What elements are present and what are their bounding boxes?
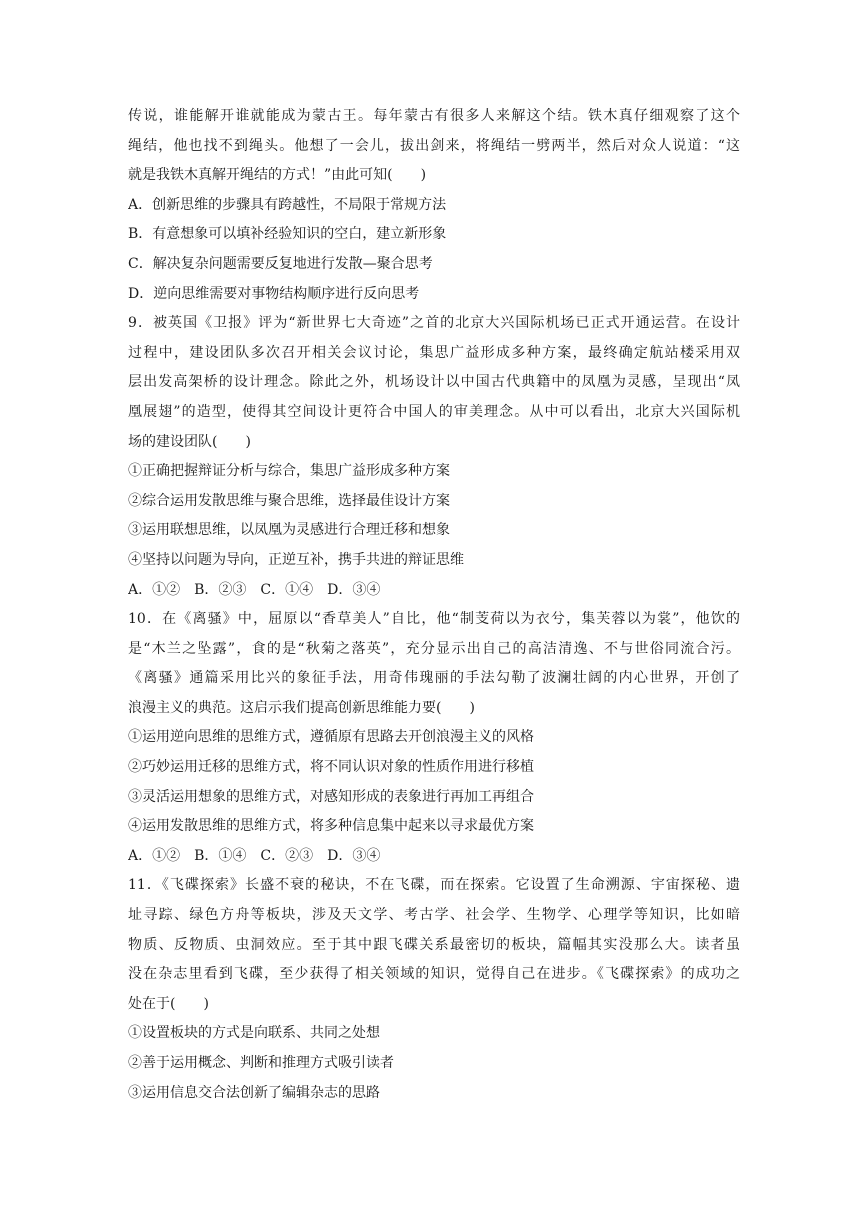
q9-stem-line-5: 场的建设团队( ) [128,433,251,450]
q9-statement-2: ②综合运用发散思维与聚合思维，选择最佳设计方案 [128,492,450,509]
q10-statement-2: ②巧妙运用迁移的思维方式，将不同认识对象的性质作用进行移植 [128,759,534,776]
q9-stem-line-4: 凰展翅”的造型，使得其空间设计更符合中国人的审美理念。从中可以看出，北京大兴国际机 [128,403,740,420]
q10-statement-4: ④运用发散思维的思维方式，将多种信息集中起来以寻求最优方案 [128,818,534,835]
q9-statement-1: ①正确把握辩证分析与综合，集思广益形成多种方案 [128,463,450,480]
q9-stem-line-2: 过程中，建设团队多次召开相关会议讨论，集思广益形成多种方案，最终确定航站楼采用双 [128,344,740,361]
q8-option-b: B．有意想象可以填补经验知识的空白，建立新形象 [128,226,447,243]
q11-stem-line-5: 处在于( ) [128,995,209,1012]
q11-statement-3: ③运用信息交合法创新了编辑杂志的思路 [128,1084,380,1101]
q8-option-a: A．创新思维的步骤具有跨越性，不局限于常规方法 [128,196,447,213]
q11-statement-2: ②善于运用概念、判断和推理方式吸引读者 [128,1055,394,1071]
q9-answer-choices: A．①② B．②③ C．①④ D．③④ [128,581,381,598]
q11-statement-1: ①设置板块的方式是向联系、共同之处想 [128,1025,380,1042]
q10-stem-line-1: 10．在《离骚》中，屈原以“香草美人”自比，他“制芰荷以为衣兮，集芙蓉以为裳”，他饮的 [128,611,740,628]
q11-stem-line-4: 没在杂志里看到飞碟，至少获得了相关领域的知识，觉得自己在进步。《飞碟探索》的成功之 [128,966,740,983]
q10-stem-line-4: 浪漫主义的典范。这启示我们提高创新思维能力要( ) [128,699,475,716]
q8-stem-line-3: 就是我铁木真解开绳结的方式！”由此可知( ) [128,167,427,184]
q9-statement-3: ③运用联想思维，以凤凰为灵感进行合理迁移和想象 [128,522,450,539]
q11-stem-line-1: 11．《飞碟探索》长盛不衰的秘诀，不在飞碟，而在探索。它设置了生命溯源、宇宙探秘、遗 [128,877,740,894]
q10-statement-3: ③灵活运用想象的思维方式，对感知形成的表象进行再加工再组合 [128,788,534,805]
q11-stem-line-3: 物质、反物质、虫洞效应。至于其中跟飞碟关系最密切的板块，篇幅其实没那么大。读者虽 [128,936,740,953]
q8-stem-line-2: 绳结，他也找不到绳头。他想了一会儿，拔出剑来，将绳结一劈两半，然后对众人说道：“这 [128,137,740,154]
q9-statement-4: ④坚持以问题为导向，正逆互补，携手共进的辩证思维 [128,551,464,568]
q9-stem-line-1: 9．被英国《卫报》评为“新世界七大奇迹”之首的北京大兴国际机场已正式开通运营。在设计 [128,315,740,332]
q8-option-d: D．逆向思维需要对事物结构顺序进行反向思考 [128,285,420,302]
q8-stem-line-1: 传说，谁能解开谁就能成为蒙古王。每年蒙古有很多人来解这个结。铁木真仔细观察了这个 [128,108,740,124]
q10-statement-1: ①运用逆向思维的思维方式，遵循原有思路去开创浪漫主义的风格 [128,729,534,746]
q10-answer-choices: A．①② B．①④ C．②③ D．③④ [128,847,381,864]
q11-stem-line-2: 址寻踪、绿色方舟等板块，涉及天文学、考古学、社会学、生物学、心理学等知识，比如暗 [128,907,740,924]
page-content [128,102,740,1108]
q10-stem-line-2: 是“木兰之坠露”，食的是“秋菊之落英”，充分显示出自己的高洁清逸、不与世俗同流合污。 [128,640,740,657]
q8-option-c: C．解决复杂问题需要反复地进行发散—聚合思考 [128,255,433,272]
q9-stem-line-3: 层出发高架桥的设计理念。除此之外，机场设计以中国古代典籍中的凤凰为灵感，呈现出“凤 [128,374,740,391]
q10-stem-line-3: 《离骚》通篇采用比兴的象征手法，用奇伟瑰丽的手法勾勒了波澜壮阔的内心世界，开创了 [128,670,740,687]
